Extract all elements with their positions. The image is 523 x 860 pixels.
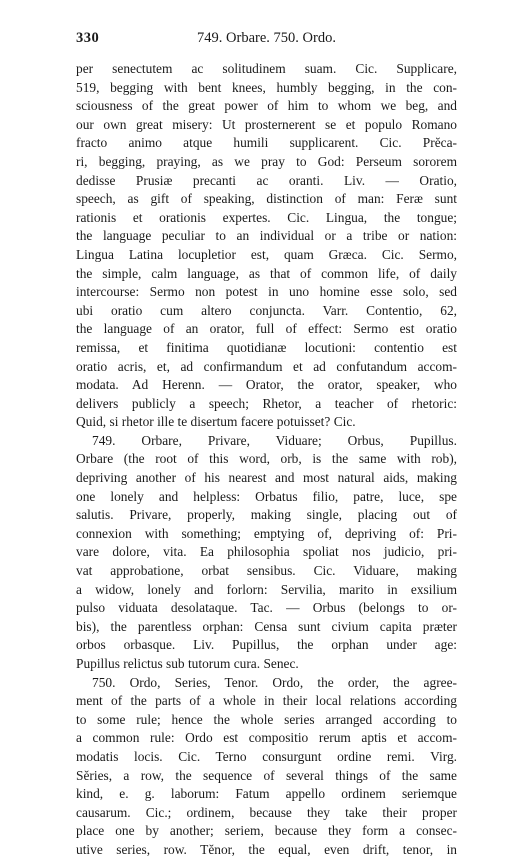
text-line: the simple, calm language, as that of common life, of daily — [76, 265, 457, 281]
text-line: pulso viduata desolataque. Tac. — Orbus (belongs to or- — [76, 600, 457, 616]
text-line: kind, e. g. laborum: Fatum appello ordinem seriemque — [76, 786, 457, 802]
text-line: 519, begging with bent knees, humbly begging, in the con- — [76, 79, 457, 95]
text-line: speech, as gift of speaking, distinction of man: Feræ sunt — [76, 191, 457, 207]
text-line: modatis locis. Cic. Terno consurgunt ordine remi. Virg. — [76, 748, 457, 764]
text-line: one lonely and helpless: Orbatus filio, patre, luce, spe — [76, 488, 457, 504]
text-line: Quid, si rhetor ille te disertum facere potuisset? Cic. — [76, 414, 356, 430]
text-line: depriving another of his nearest and most natural aids, making — [76, 470, 457, 486]
text-line: our own great misery: Ut prosternerent se et populo Romano — [76, 116, 457, 132]
text-line: dedisse Prusiæ precanti ac oranti. Liv. — Oratio, — [76, 172, 457, 188]
text-line: intercourse: Sermo non potest in uno homine esse solo, sed — [76, 284, 457, 300]
text-line: causarum. Cic.; ordinem, because they take their proper — [76, 804, 457, 820]
text-line: ubi oratio cum altero conjuncta. Varr. Contentio, 62, — [76, 302, 457, 318]
text-line: ment of the parts of a whole in their local relations according — [76, 693, 457, 709]
text-line: Orbare (the root of this word, orb, is the same with rob), — [76, 451, 457, 467]
page-body — [76, 60, 457, 860]
text-line: connexion with something; emptying of, depriving of: Pri- — [76, 525, 457, 541]
text-line: per senectutem ac solitudinem suam. Cic. Supplicare, — [76, 61, 457, 76]
text-line: remissa, et finitima quotidianæ locutioni: contentio est — [76, 339, 457, 355]
text-line: rationis et orationis expertes. Cic. Lingua, the tongue; — [76, 209, 457, 225]
text-line: a widow, lonely and forlorn: Servilia, marito in exsilium — [76, 581, 457, 597]
text-line: ri, begging, praying, as we pray to God: Perseum sororem — [76, 153, 457, 169]
text-line: Lingua Latina locupletior est, quam Græca. Cic. Sermo, — [76, 246, 457, 262]
text-line: the language peculiar to an individual or a tribe or nation: — [76, 228, 457, 244]
text-line: utive series, row. Tĕnor, the equal, even drift, tenor, in — [76, 841, 457, 857]
text-line: fracto animo atque humili supplicarent. Cic. Prĕca- — [76, 135, 457, 151]
text-line: oratio acris, et, ad confirmandum et ad confutandum accom- — [76, 358, 457, 374]
text-line: delivers publicly a speech; Rhetor, a teacher of rhetoric: — [76, 395, 457, 411]
text-line: to some rule; hence the whole series arranged according to — [76, 711, 457, 727]
text-line: modata. Ad Herenn. — Orator, the orator, speaker, who — [76, 377, 457, 393]
text-line: the language of an orator, full of effect: Sermo est oratio — [76, 321, 457, 337]
text-line: Sĕries, a row, the sequence of several things of the same — [76, 767, 457, 783]
text-line: sciousness of the great power of him to whom we beg, and — [76, 98, 457, 114]
text-line: vat approbatione, orbat sensibus. Cic. Viduare, making — [76, 563, 457, 579]
running-header — [76, 30, 457, 50]
running-title: 749. Orbare. 750. Ordo. — [197, 30, 336, 46]
text-line: bis), the parentless orphan: Censa sunt civium capita præter — [76, 618, 457, 634]
text-line: 750. Ordo, Series, Tenor. Ordo, the order, the agree- — [92, 674, 457, 690]
text-line: salutis. Privare, properly, making single, placing out of — [76, 507, 457, 523]
text-line: vare dolore, vita. Ea philosophia spoliat nos judicio, pri- — [76, 544, 457, 560]
text-line: a common rule: Ordo est compositio rerum aptis et accom- — [76, 730, 457, 746]
page-number: 330 — [76, 30, 100, 46]
text-line: orbos orbasque. Liv. Pupillus, the orphan under age: — [76, 637, 457, 653]
text-line: Pupillus relictus sub tutorum cura. Senec. — [76, 656, 299, 671]
text-line: place one by another; seriem, because they form a consec- — [76, 823, 457, 839]
text-line: 749. Orbare, Privare, Viduare; Orbus, Pupillus. — [92, 432, 457, 448]
